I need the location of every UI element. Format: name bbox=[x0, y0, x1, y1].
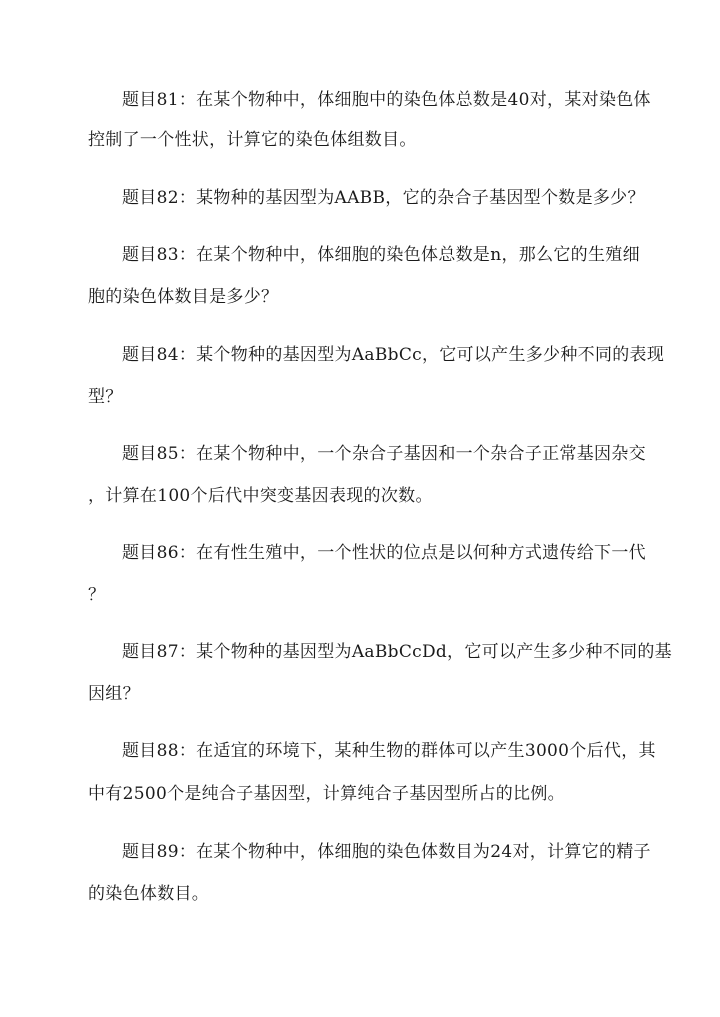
question-83-line-1: 题目83：在某个物种中，体细胞的染色体总数是n，那么它的生殖细 bbox=[122, 245, 640, 265]
question-84-line-1: 题目84：某个物种的基因型为AaBbCc，它可以产生多少种不同的表现 bbox=[122, 345, 665, 365]
question-81-line-1: 题目81：在某个物种中，体细胞中的染色体总数是40对，某对染色体 bbox=[122, 90, 651, 110]
question-86-line-2: ？ bbox=[88, 585, 106, 605]
question-85-line-1: 题目85：在某个物种中，一个杂合子基因和一个杂合子正常基因杂交 bbox=[122, 444, 646, 464]
question-89-line-1: 题目89：在某个物种中，体细胞的染色体数目为24对，计算它的精子 bbox=[122, 842, 651, 862]
question-87-line-2: 因组？ bbox=[88, 684, 140, 704]
question-86-line-1: 题目86：在有性生殖中，一个性状的位点是以何种方式遗传给下一代 bbox=[122, 543, 646, 563]
question-87-line-1: 题目87：某个物种的基因型为AaBbCcDd，它可以产生多少种不同的基 bbox=[122, 642, 672, 662]
question-85-line-2: ，计算在100个后代中突变基因表现的次数。 bbox=[88, 486, 433, 506]
question-89-line-2: 的染色体数目。 bbox=[88, 884, 210, 904]
question-84-line-2: 型？ bbox=[88, 387, 123, 407]
question-81-line-2: 控制了一个性状，计算它的染色体组数目。 bbox=[88, 130, 417, 150]
question-83-line-2: 胞的染色体数目是多少？ bbox=[88, 287, 279, 307]
question-82-line-1: 题目82：某物种的基因型为AABB，它的杂合子基因型个数是多少？ bbox=[122, 188, 645, 208]
question-88-line-2: 中有2500个是纯合子基因型，计算纯合子基因型所占的比例。 bbox=[88, 784, 565, 804]
question-88-line-1: 题目88：在适宜的环境下，某种生物的群体可以产生3000个后代，其 bbox=[122, 741, 656, 761]
